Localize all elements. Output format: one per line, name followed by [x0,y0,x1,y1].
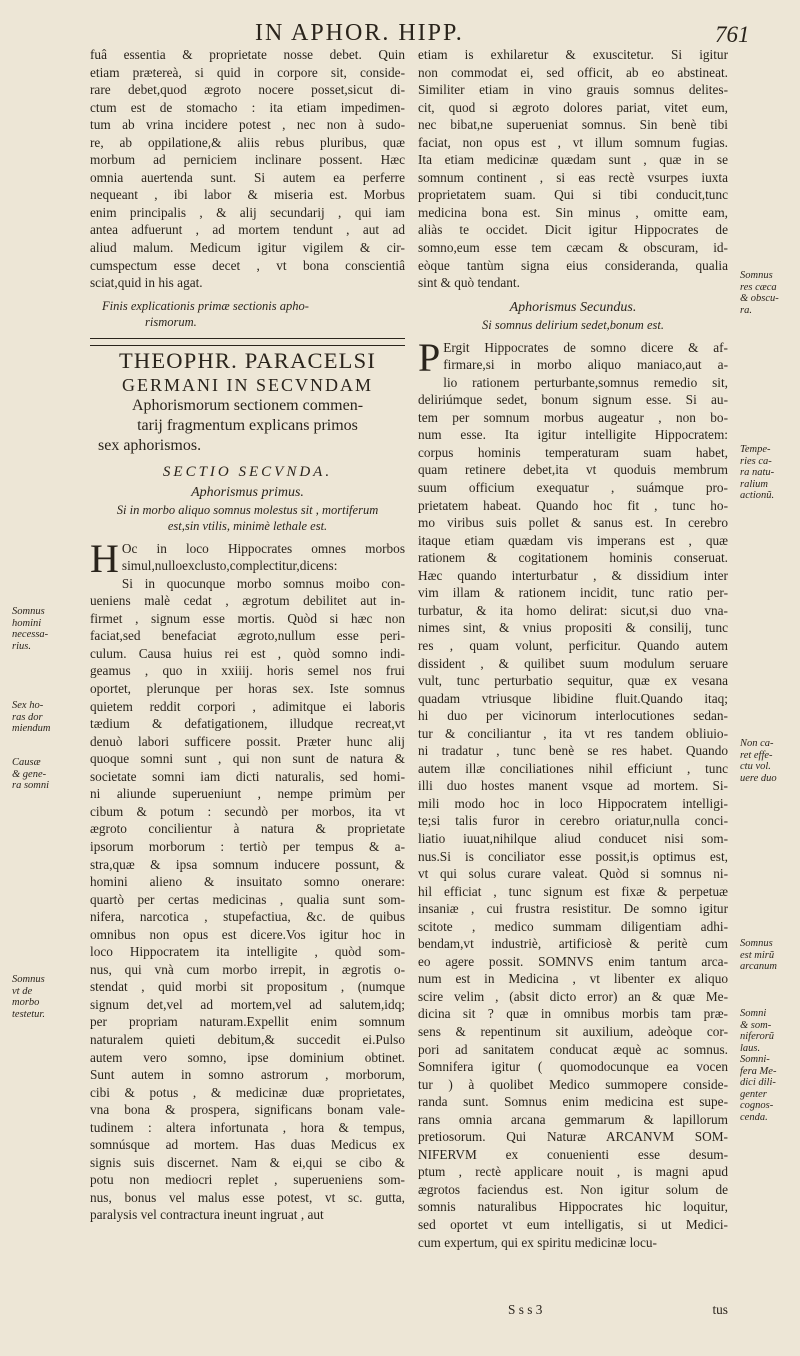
aphorism-2-body-line: mili modo hoc in loco Hippocratem intelligi- [418,795,728,811]
right-opening-line: proprietatem suam. Qui si tibi conducit,tunc [418,187,728,203]
treatise-title-line-3: Aphorismorum sectionem commen- [131,396,364,414]
margin-note-line: morbo [12,997,40,1008]
right-opening-line: cit, quod si ægroto dolores pariat, vitet eum, [418,99,728,115]
aphorism-2-commentary [418,334,728,1251]
margin-note-line: ries ca- [740,455,772,467]
aphorism-2-body-line: mo viribus suis pollet & sanus est. In cerebro [418,515,728,531]
aphorism-2-body-line: num esse. Ita igitur intelligite Hippocratem: [418,427,728,443]
aphorism-2-body-line: firmare,si in morbo aliquo maniaco,aut a- [443,357,728,373]
left-column [90,46,405,1224]
margin-note-right-2 [740,444,798,502]
aphorism-2-body-line: vult, tunc perturbatio sequitur, quæ ex vesana [418,673,728,689]
margin-note-right-5 [740,1008,798,1123]
aphorism-1-body-line: quoque somni sunt , qui non sunt de natura & [90,751,405,767]
margin-note-line: dici dili- [740,1077,776,1088]
aphorism-2-body-line: num est in Medicina , vt libenter ex aliquo [418,971,728,987]
aphorism-1-body-line: nus, bonus vel malus esse potest, vt sc. gutta, [90,1189,405,1205]
section-rule [90,338,405,346]
aphorism-1-body-line: ægroto concilientur à natura & proprietate [90,821,405,837]
left-intro-line: fuâ essentia & proprietate nosse debet. Quin [90,47,405,62]
margin-note-line: res cæca [740,281,777,293]
margin-note-line: Somnus [12,974,45,985]
aphorism-2-body-line: NIFERVM ex conuenienti esse desum- [418,1146,728,1162]
margin-note-line: Somnus [12,606,45,617]
margin-note-line: cenda. [740,1111,768,1123]
left-intro-line: tum ab vrina incidere potest , nec non à sudo- [90,117,405,133]
right-opening-line: eòque tantùm signa eius considerandа, qualia [418,257,728,273]
aphorism-1-body-line: quietem reddit corpori , adimitque ei laboris [90,698,405,714]
aphorism-1-body-line: loco Hippocratem ita intelligite , quòd som- [90,944,405,960]
aphorism-1-body-line: nus, qui vnà cum morbo irrepit, in ægrotis o- [90,961,405,977]
margin-note-line: & gene- [12,768,47,780]
aphorism-2-body-line: ptum , rectè applicare nouit , is magni apud [418,1164,728,1180]
right-opening-line: sint & quò tendant. [418,275,520,291]
finis-line-2: rismorum. [145,314,197,329]
margin-note-line: fera Me- [740,1065,777,1077]
aphorism-2-body-line: Ergit Hippocrates de somno dicere & af- [443,339,728,355]
aphorism-2-body-line: tur ) à quolibet Medico summopere conside- [418,1076,728,1092]
margin-note-right-4 [740,938,798,973]
left-intro-line: re, ab oppilatione,& aliis rebus pluribus, quæ [90,134,405,150]
aphorism-1-commentary [90,535,405,1224]
margin-note-line: est mirũ [740,949,775,961]
aphorism-1-body-line: paralysis vel contractura ineunt ingruat , aut [90,1207,324,1223]
aphorism-1-body-line: oportet, plerunque per horas sex. Iste somnus [90,681,405,697]
aphorism-1-body-line: firmet , signum esse mortis. Quòd si hæc non [90,610,405,626]
aphorism-1-body-line: vna bona & prospera, significans bonam vale- [90,1102,405,1118]
margin-note-line: necessa- [12,629,49,640]
aphorism-2-body-line: dissident , & quilibet suum modulum seruare [418,655,728,671]
aphorism-1-body-line: autem vero somno, ipse dominium obtinet. [90,1049,405,1065]
aphorism-2-body-line: res , quam volunt, perficitur. Quando autem [418,637,728,653]
aphorism-2-body-line: scitote , medico summam diligentiam adhi- [418,918,728,934]
aphorism-1-body-line: ueniens malè cedat , ægrotum debilitet aut in- [90,593,405,609]
aphorism-1-body-line: somnúsque ad mortem. Has duas Medicus ex [90,1137,405,1153]
margin-note-line: arcanum [740,961,777,972]
margin-note-line: rius. [12,640,31,652]
margin-note-line: Tempe- [740,444,771,455]
left-intro-line: rare debet,quod ægroto nocere posset,sicut di- [90,82,405,98]
margin-note-line: ra natu- [740,467,775,478]
right-opening-line: etiam is exhilaretur & exuscitetur. Si igitur [418,47,728,62]
margin-note-line: Somni- [740,1054,770,1065]
aphorism-2-body-line: insaniæ , cui frustra resistitur. De somno igitur [418,901,728,917]
aphorism-1-body-line: stendat , quid morbi sit propositum , (numque [90,979,405,995]
aphorism-1-body-line: naturalem quieti debitum,& succedit ei.Pulso [90,1031,405,1047]
aphorism-2-body-line: quam retinere debet,ita vt quoduis membrum [418,462,728,478]
aphorism-2-body-line: vt qui solus curare valeat. Quòd si somnus ni- [418,866,728,882]
margin-note-line: miendum [12,723,51,734]
margin-note-line: Non ca- [740,738,774,749]
margin-note-line: cognos- [740,1100,774,1111]
aphorism-2-body-line: corpus hominis temperaturam suam habet, [418,444,728,460]
margin-note-left-3 [12,757,84,792]
margin-note-line: & obscu- [740,293,779,304]
margin-note-right-1 [740,270,798,316]
aphorism-2-body-line: dicina sit ? quæ in omnibus morbis tam præ- [418,1006,728,1022]
left-intro-paragraph [90,46,405,292]
margin-note-line: ralium [740,478,769,490]
aphorism-2-body-line: pretiosorum. Qui Naturæ ARCANVM SOM- [418,1129,728,1145]
margin-note-line: uere duo [740,772,777,784]
aphorism-2-body-line: hil efficiat , tunc signum est fixæ & perpetuæ [418,883,728,899]
aphorism-2-body-line: liatio iuuat,nihilque aliud conducet nisi som- [418,830,728,846]
aphorism-2-body-line: nimes sint, & vnius propositi & consilij, tunc [418,620,728,636]
aphorism-1-body-line: cibi & potus , & medicinæ duæ proprietates, [90,1084,405,1100]
dropcap-h: H [90,535,119,581]
aphorism-1-text-line-2: est,sin vtilis, minimè lethale est. [167,518,328,533]
aphorism-1-body-line: societate somni iam dicti naturalis, sed homi- [90,768,405,784]
margin-note-line: laus. [740,1042,761,1054]
aphorism-2-body-line: lio rationem perturbante,somnus remedio sit, [443,374,728,390]
aphorism-2-body-line: randa sunt. Somnus enim medicina est supe- [418,1094,728,1110]
margin-note-line: vt de [12,985,33,997]
right-opening-line: nec bibat,ne superueniat somnus. Sin benè tibi [418,117,728,133]
dropcap-p: P [418,334,441,380]
aphorism-1-body-line: stra,quæ & ipsa somnum inducere possunt, & [90,856,405,872]
aphorism-2-body-line: prietatem habeat. Quando hoc fit , tunc ho- [418,497,728,513]
signature-mark: S s s 3 [508,1302,543,1317]
margin-note-line: ret effe- [740,749,773,761]
margin-note-left-1 [12,606,84,652]
aphorism-1-body-line: ni aliunde superueniunt , nempe primùm per [90,786,405,802]
aphorism-2-body-line: illi duo hostes manent vsque ad mortem. Si- [418,778,728,794]
left-intro-line: nequeant , ibi labor & miseria est. Morbus [90,187,405,203]
aphorism-2-body-line: te;si talis furor in cerebro oriatur,nulla conci- [418,813,728,829]
treatise-title-line-5: sex aphorismos. [98,436,202,454]
right-opening-paragraph [418,46,728,292]
margin-note-line: Somnus [740,270,773,281]
aphorism-2-body-line: bendam,vt industriè, artificiosè & peritè cum [418,936,728,952]
margin-note-right-3 [740,738,798,784]
aphorism-2-body-line: eo agere possit. SOMNVS enim tantum arca- [418,953,728,969]
right-opening-line: medicina bona est. Sin minus , omitte eam, [418,204,728,220]
aphorism-1-body-line: ipsorum morborum : tertiò per tempus & a- [90,838,405,854]
aphorism-1-body-line: denuò labori sufficere possit. Præter hunc alij [90,733,405,749]
margin-note-line: actionũ. [740,490,775,501]
treatise-title-line-1: THEOPHR. PARACELSI [118,347,377,373]
left-intro-line: ctum est de stomacho : ita etiam impedimen- [90,99,405,115]
right-opening-line: Similiter etiam in vino grauis somnus delites- [418,82,728,98]
aphorism-1-body-line: cibum & potum : secundò per morbos, ita vt [90,803,405,819]
aphorism-2-body-line: pori ad sanitatem conducat æquè ac somnus. [418,1041,728,1057]
left-intro-line: sciat,quid in his agat. [90,275,203,291]
right-opening-line: non commodat ei, sed officit, ab eo abstineat. [418,64,728,80]
left-intro-line: etiam prætereà, si quid in corpore sit, conside- [90,64,405,80]
aphorism-1-body-line: homini alieno & insuitato somno onerare: [90,874,405,890]
aphorism-2-body-line: ægrotos faciendus est. Non igitur solum de [418,1181,728,1197]
margin-note-line: Somni [740,1008,767,1019]
aphorism-2-body-line: deliriúmque sedet, bonum signum esse. Si au- [418,392,728,408]
margin-note-line: ras dor [12,711,43,723]
aphorism-1-body-line: tudinem : altera infortunata , hora & tempus, [90,1119,405,1135]
aphorism-1-body-line: signum det,vel ad mortem,vel ad salutem,idq; [90,996,405,1012]
aphorism-2-body-line: autem illæ conciliationes nihil efficiunt , tunc [418,760,728,776]
aphorism-2-body-line: rans omnia arcana gemmarum & lapillorum [418,1111,728,1127]
aphorism-1-body-line: Si in quocunque morbo somnus moibo con- [121,575,405,591]
aphorism-2-body-line: sed oportet vt eum intelligatis, si ut Medici- [418,1217,728,1232]
aphorism-1-body-line: geamus , quo in xxiiij. horis semel nos frui [90,663,405,679]
margin-note-line: ctu vol. [740,761,771,772]
aphorism-1-body-line: Sunt autem in somno astrorum , morborum, [90,1067,405,1083]
margin-note-line: niferorũ [740,1031,775,1042]
aphorism-1-body-line: signis suis discernet. Nam & ei,qui se cibo & [90,1154,405,1170]
aphorism-1-body-line: tædium & defatigationem, illudque recreat,vt [90,716,405,732]
margin-note-line: Causæ [12,757,41,768]
finis-line-1: Finis explicationis primæ sectionis apho- [102,298,309,313]
left-intro-line: antea adfuerunt , ad mortem tendunt , aut ad [90,222,405,238]
aphorism-2-text: Si somnus delirium sedet,bonum est. [482,317,664,332]
aphorism-2-body-line: Hæc quando interturbatur , & dissidium inter [418,567,728,583]
aphorism-1-body-line: potu non mediocri replet , superueniens som- [90,1172,405,1188]
right-column [418,46,728,1251]
left-intro-line: omnia auertenda sunt. Si autem ea perferre [90,169,405,185]
margin-note-line: homini [12,617,42,629]
aphorism-1-heading: Aphorismus primus. [191,484,304,500]
margin-note-line: ra. [740,304,752,316]
margin-note-line: genter [740,1088,767,1100]
aphorism-2-body-line: nus.Si is conciliator esse possit,is optimus est, [418,848,728,864]
aphorism-2-body-line: somnis naturalibus Hippocrates hic loquitur, [418,1199,728,1215]
left-intro-line: morbum ad perniciem inclinare possent. Hæc [90,152,405,168]
aphorism-2-body-line: scire velim , (absit dicto error) an & quæ Me- [418,988,728,1004]
aphorism-2-body-line: Somnifera igitur ( quomodocunque ea vocen [418,1059,728,1075]
aphorism-1-body-line: omnibus non opus est dicere.Vos igitur hoc in [90,926,405,942]
right-opening-line: somnum continent , si eas rectè vsurpes iuxta [418,169,728,185]
margin-note-line: Sex ho- [12,700,44,711]
page-number: 761 [715,22,750,47]
aphorism-2-body-line: cum expertum, qui ex spiritu medicinæ locu- [418,1234,657,1250]
left-intro-line: enim principalis , & alij secundarij , qui iam [90,204,405,220]
left-intro-line: cumspectum esse decet , vt bona conscientiâ [90,257,405,273]
aphorism-2-body-line: sens & repentinum sit auxilium, adeòque cor- [418,1023,728,1039]
treatise-title-line-4: tarij fragmentum explicans primos [137,416,358,434]
aphorism-2-body-line: quadam vtriusque libidine fluit.Quando itaq; [418,690,728,706]
right-opening-line: aliàs te occidet. Dicit igitur Hippocrates de [418,222,728,238]
aphorism-2-body-line: rationem & cogitationem hominis conseruat. [418,550,728,566]
aphorism-2-body-line: itaque etiam quædam vis imperans est , quæ [418,532,728,548]
aphorism-1-body-line: nifera, narcotica , stupefactiua, &c. de quibus [90,909,405,925]
aphorism-1-body-line: culum. Causa huius rei est , quòd somno indi- [90,645,405,661]
aphorism-1-body-line: Oc in loco Hippocrates omnes morbos [121,540,405,556]
aphorism-2-body-line: ni tradatur , tunc benè se res habet. Quando [418,743,728,759]
running-title: IN APHOR. HIPP. [255,20,464,46]
margin-note-line: testetur. [12,1008,45,1020]
right-opening-line: somno,eum esse tem cæcam & obscuram, id- [418,240,728,256]
aphorism-1-text-line-1: Si in morbo aliquo somnus molestus sit , mortiferum [116,502,379,517]
right-opening-line: faciat, non opus est , vt illum somnum fugias. [418,134,728,150]
margin-note-left-4 [12,974,84,1020]
aphorism-1-body-line: simul,nulloexclusto,complectitur,dicens: [121,558,338,574]
aphorism-2-body-line: tem per somnum morbus augeatur , non bo- [418,409,728,425]
right-opening-line: Ita etiam medicinæ quædam sunt , quæ in se [418,152,728,168]
catchword: tus [712,1302,728,1317]
margin-note-left-2 [12,700,84,735]
margin-note-line: & som- [740,1019,772,1031]
aphorism-2-body-line: vim illam & rationem incidit, tunc ratio per- [418,585,728,601]
aphorism-1-body-line: per propriam naturam.Expellit enim somnum [90,1014,405,1030]
left-intro-line: aliud malum. Medicum igitur vigilem & cir- [90,240,405,256]
aphorism-1-body-line: quartò per certas medicinas , qualia sunt som- [90,891,405,907]
aphorism-2-body-line: tur & conciliantur , ita vt res tandem obliuio- [418,725,728,741]
treatise-title-line-2: GERMANI IN SECVNDAM [121,374,373,395]
aphorism-1-body-line: faciat,sed benefaciat ægroto,nullum esse peri- [90,628,405,644]
margin-note-line: Somnus [740,938,773,949]
aphorism-2-heading: Aphorismus Secundus. [509,299,637,315]
margin-note-line: ra somni [12,780,50,791]
aphorism-2-body-line: hi duo per vicinorum interlocutiones sedan- [418,708,728,724]
aphorism-2-body-line: suum officium exequatur , suámque pro- [418,480,728,496]
aphorism-2-body-line: turbatur, & ita homo delirat: sicut,si duo vna- [418,602,728,618]
sectio-heading: SECTIO SECVNDA. [162,463,333,480]
